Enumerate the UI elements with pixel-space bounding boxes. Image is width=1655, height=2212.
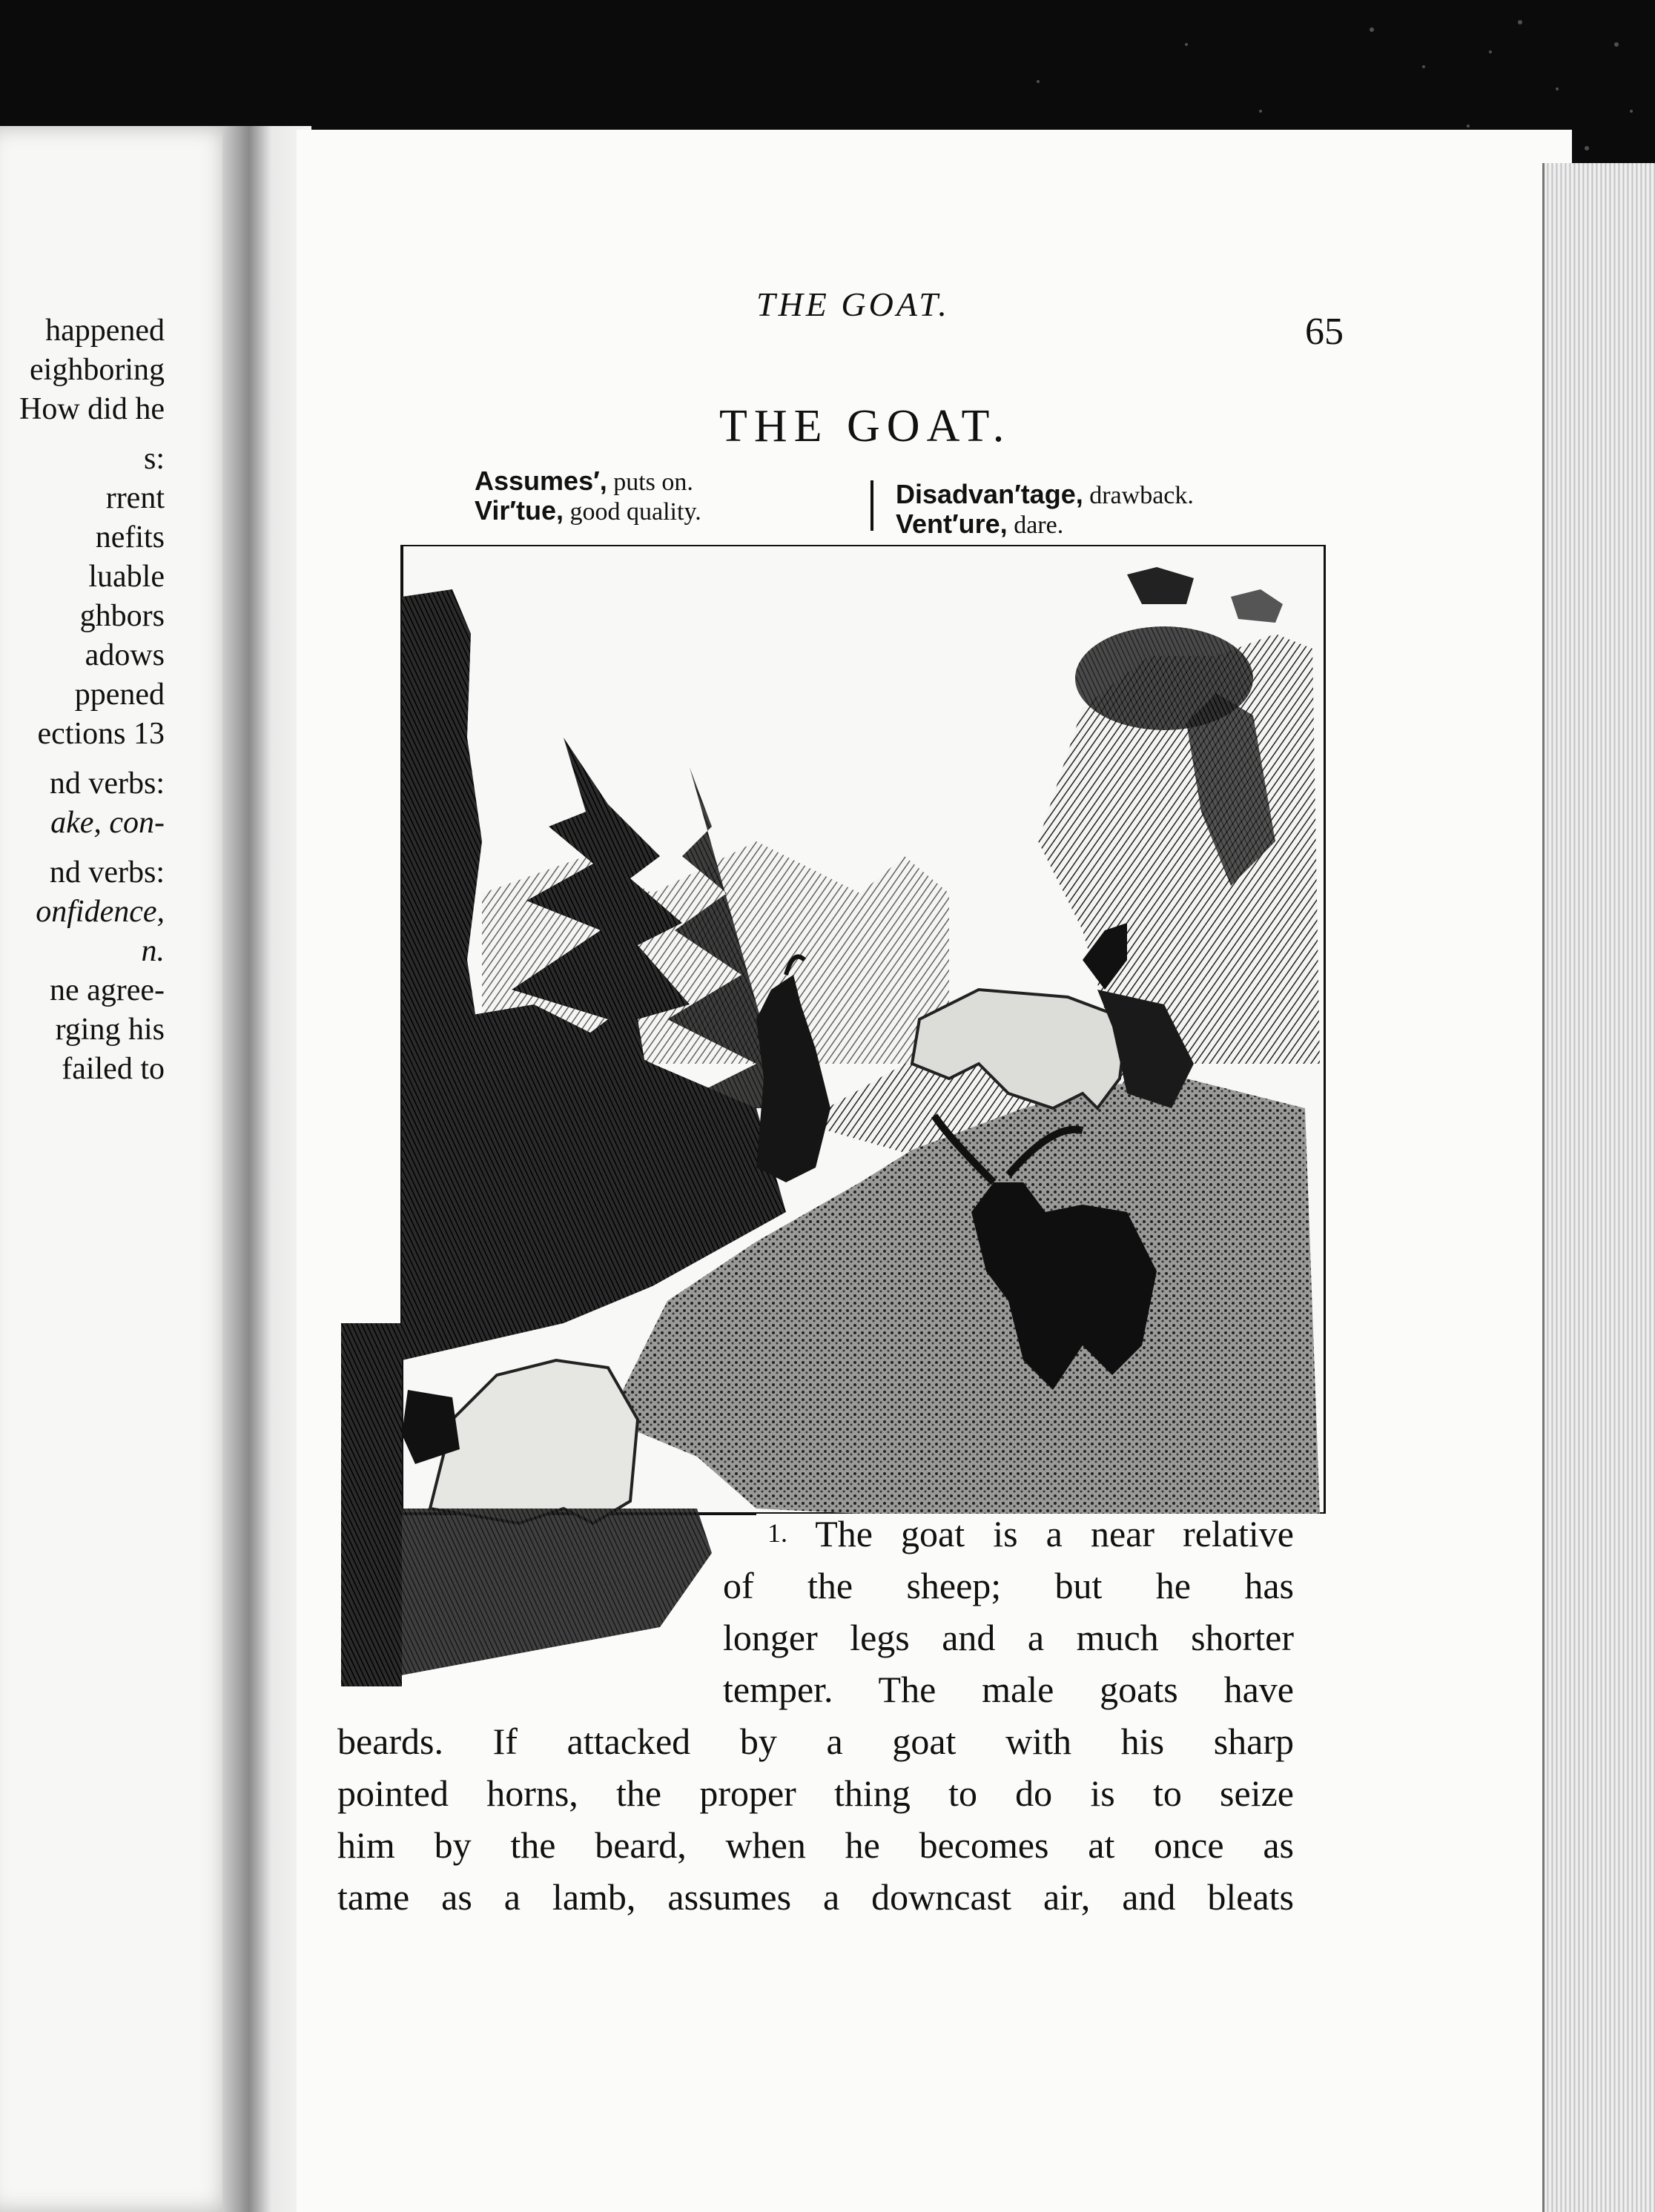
left-line: rrent bbox=[105, 481, 165, 515]
left-line: ake, con- bbox=[50, 806, 165, 840]
left-line: ghbors bbox=[79, 599, 165, 633]
left-line: nefits bbox=[95, 520, 165, 554]
vocab-entry bbox=[896, 480, 1194, 510]
vocab-word: Disadvan′tage, bbox=[896, 479, 1083, 509]
running-head: THE GOAT. bbox=[756, 285, 950, 323]
paragraph-number: 1. bbox=[767, 1518, 787, 1548]
page-number: 65 bbox=[1305, 311, 1344, 353]
vocab-definition: dare. bbox=[1014, 511, 1064, 539]
left-line bbox=[0, 429, 165, 440]
paragraph-line: pointed horns, the proper thing to do is to seize bbox=[337, 1772, 1294, 1814]
paragraph-line: beards. If attacked by a goat with his sharp bbox=[337, 1721, 1294, 1762]
left-line: s: bbox=[143, 442, 165, 476]
vocab-definition: good quality. bbox=[569, 498, 701, 526]
left-line: rging his bbox=[55, 1013, 165, 1047]
vocab-definition: drawback. bbox=[1089, 482, 1194, 509]
left-line: eighboring bbox=[30, 353, 165, 387]
page-edges bbox=[1542, 163, 1655, 2212]
left-line: ections 13 bbox=[37, 717, 165, 751]
left-line: adows bbox=[85, 638, 165, 672]
vocab-word: Vent′ure, bbox=[896, 509, 1008, 539]
vocab-entry bbox=[475, 467, 701, 497]
left-line: failed to bbox=[62, 1052, 165, 1086]
left-line: ne agree- bbox=[49, 973, 165, 1007]
paragraph-line: longer legs and a much shorter bbox=[723, 1617, 1294, 1658]
paragraph-line bbox=[767, 1512, 1294, 1555]
vocab-word: Assumes′, bbox=[475, 466, 607, 496]
left-line: n. bbox=[141, 934, 165, 968]
paragraph-line: temper. The male goats have bbox=[723, 1669, 1294, 1710]
paragraph-line: him by the beard, when he becomes at once as bbox=[337, 1824, 1294, 1866]
left-line: nd verbs: bbox=[49, 855, 165, 890]
vocab-entry bbox=[896, 510, 1194, 540]
vocab-word: Vir′tue, bbox=[475, 495, 564, 526]
left-line: happened bbox=[45, 314, 165, 348]
vocabulary-left bbox=[475, 467, 701, 526]
left-line: nd verbs: bbox=[49, 766, 165, 801]
left-line: ppened bbox=[74, 678, 165, 712]
paragraph-line: tame as a lamb, assumes a downcast air, and bleats bbox=[337, 1876, 1294, 1918]
left-line: How did he bbox=[19, 392, 165, 426]
left-page-text bbox=[0, 311, 165, 1089]
vocab-entry bbox=[475, 497, 701, 526]
left-line bbox=[0, 754, 165, 764]
vocab-divider bbox=[871, 480, 873, 531]
vocabulary-right bbox=[896, 480, 1194, 540]
paragraph-line-text: The goat is a near relative bbox=[815, 1513, 1294, 1554]
chapter-title: THE GOAT. bbox=[719, 401, 1011, 451]
paragraph-line: of the sheep; but he has bbox=[723, 1565, 1294, 1606]
left-line bbox=[0, 843, 165, 853]
vocab-definition: puts on. bbox=[613, 468, 693, 496]
left-line: luable bbox=[88, 560, 165, 594]
left-line: onfidence, bbox=[36, 895, 165, 929]
